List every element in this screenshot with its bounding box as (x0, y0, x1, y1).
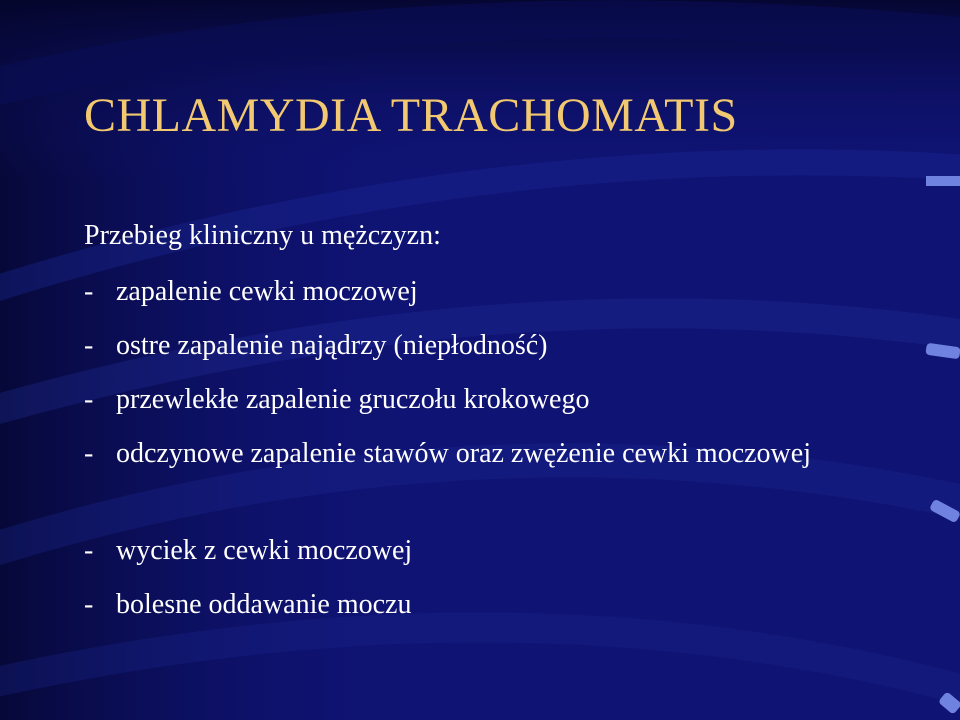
list-item (84, 533, 836, 569)
intro-text: Przebieg kliniczny u mężczyzn: (84, 220, 441, 251)
list-item (84, 274, 836, 310)
bullet-text: ostre zapalenie najądrzy (niepłodność) (116, 330, 548, 361)
slide-title: CHLAMYDIA TRACHOMATIS (84, 89, 738, 142)
list-item (84, 328, 836, 364)
list-item (84, 436, 836, 472)
list-item (84, 587, 836, 623)
bullet-text: odczynowe zapalenie stawów oraz zwężenie cewki moczowej (116, 438, 811, 469)
list-item (84, 382, 836, 418)
bullet-marker: - (84, 589, 94, 620)
right-accent-bar (926, 176, 960, 186)
bullet-marker: - (84, 384, 94, 415)
bullet-text: zapalenie cewki moczowej (116, 276, 418, 307)
bullet-marker: - (84, 330, 94, 361)
bullet-text: wyciek z cewki moczowej (116, 535, 413, 566)
bullet-marker: - (84, 438, 94, 469)
bullet-marker: - (84, 535, 94, 566)
bullet-marker: - (84, 276, 94, 307)
bullet-text: przewlekłe zapalenie gruczołu krokowego (116, 384, 590, 415)
bullet-text: bolesne oddawanie moczu (116, 589, 412, 620)
